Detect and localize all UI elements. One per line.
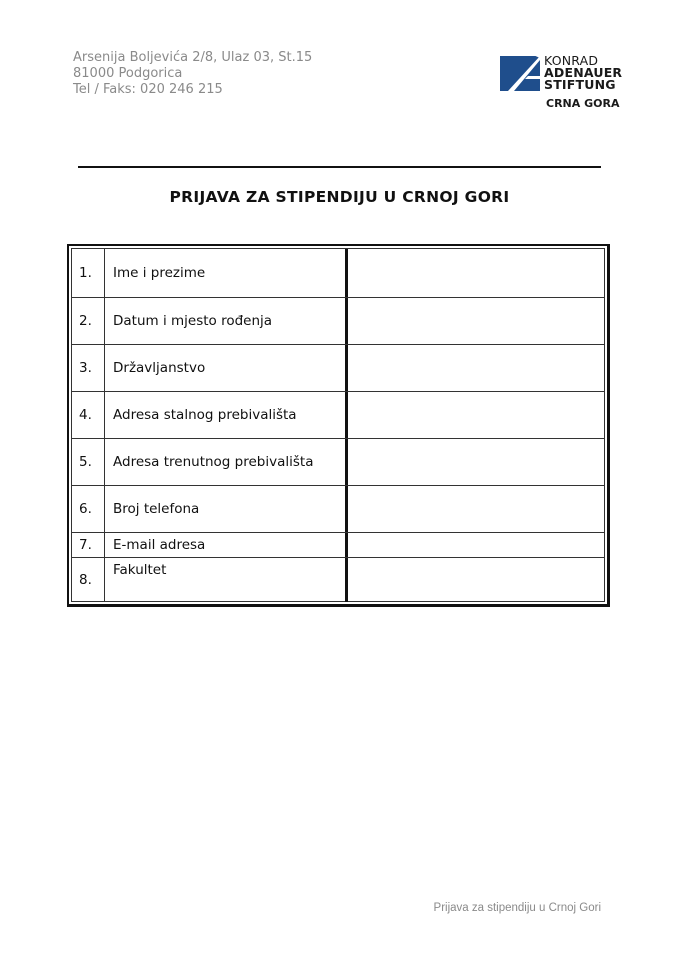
row-label: Ime i prezime <box>106 249 348 297</box>
kas-logo-icon <box>500 56 540 91</box>
form-row <box>72 298 604 345</box>
row-label: Adresa trenutnog prebivališta <box>106 439 348 485</box>
address-line-street: Arsenija Boljevića 2/8, Ulaz 03, St.15 <box>73 50 313 65</box>
email-field[interactable] <box>351 533 604 557</box>
kas-logo <box>500 53 630 112</box>
row-label: Datum i mjesto rođenja <box>106 298 348 344</box>
row-number: 3. <box>72 345 105 391</box>
logo-line-adenauer: ADENAUER <box>544 65 623 80</box>
row-number: 4. <box>72 392 105 438</box>
form-row <box>72 533 604 558</box>
row-number: 8. <box>72 558 105 602</box>
row-number: 2. <box>72 298 105 344</box>
current-address-field[interactable] <box>351 439 604 485</box>
permanent-address-field[interactable] <box>351 392 604 438</box>
row-label: Broj telefona <box>106 486 348 532</box>
header-divider <box>78 166 601 168</box>
phone-number-field[interactable] <box>351 486 604 532</box>
row-number: 6. <box>72 486 105 532</box>
organization-address <box>73 50 312 98</box>
row-number: 7. <box>72 533 105 557</box>
form-row <box>72 345 604 392</box>
address-line-phone: Tel / Faks: 020 246 215 <box>73 82 223 97</box>
logo-wordmark <box>544 55 622 91</box>
row-label: Fakultet <box>106 558 348 602</box>
address-line-city: 81000 Podgorica <box>73 66 183 81</box>
row-label: E-mail adresa <box>106 533 348 557</box>
logo-subtitle: CRNA GORA <box>546 97 620 110</box>
full-name-field[interactable] <box>351 249 604 297</box>
birth-date-place-field[interactable] <box>351 298 604 344</box>
form-row <box>72 558 604 602</box>
form-row <box>72 486 604 533</box>
row-label: Državljanstvo <box>106 345 348 391</box>
form-table-inner <box>71 248 605 602</box>
row-number: 5. <box>72 439 105 485</box>
form-row <box>72 392 604 439</box>
document-title: PRIJAVA ZA STIPENDIJU U CRNOJ GORI <box>169 188 510 206</box>
page-footer: Prijava za stipendiju u Crnoj Gori <box>433 902 601 914</box>
application-form-table <box>67 244 610 607</box>
row-label: Adresa stalnog prebivališta <box>106 392 348 438</box>
citizenship-field[interactable] <box>351 345 604 391</box>
faculty-field[interactable] <box>351 558 604 602</box>
row-number: 1. <box>72 249 105 297</box>
form-row <box>72 439 604 486</box>
form-row <box>72 249 604 298</box>
logo-line-stiftung: STIFTUNG <box>544 77 616 92</box>
logo-line-konrad: KONRAD <box>544 53 599 68</box>
